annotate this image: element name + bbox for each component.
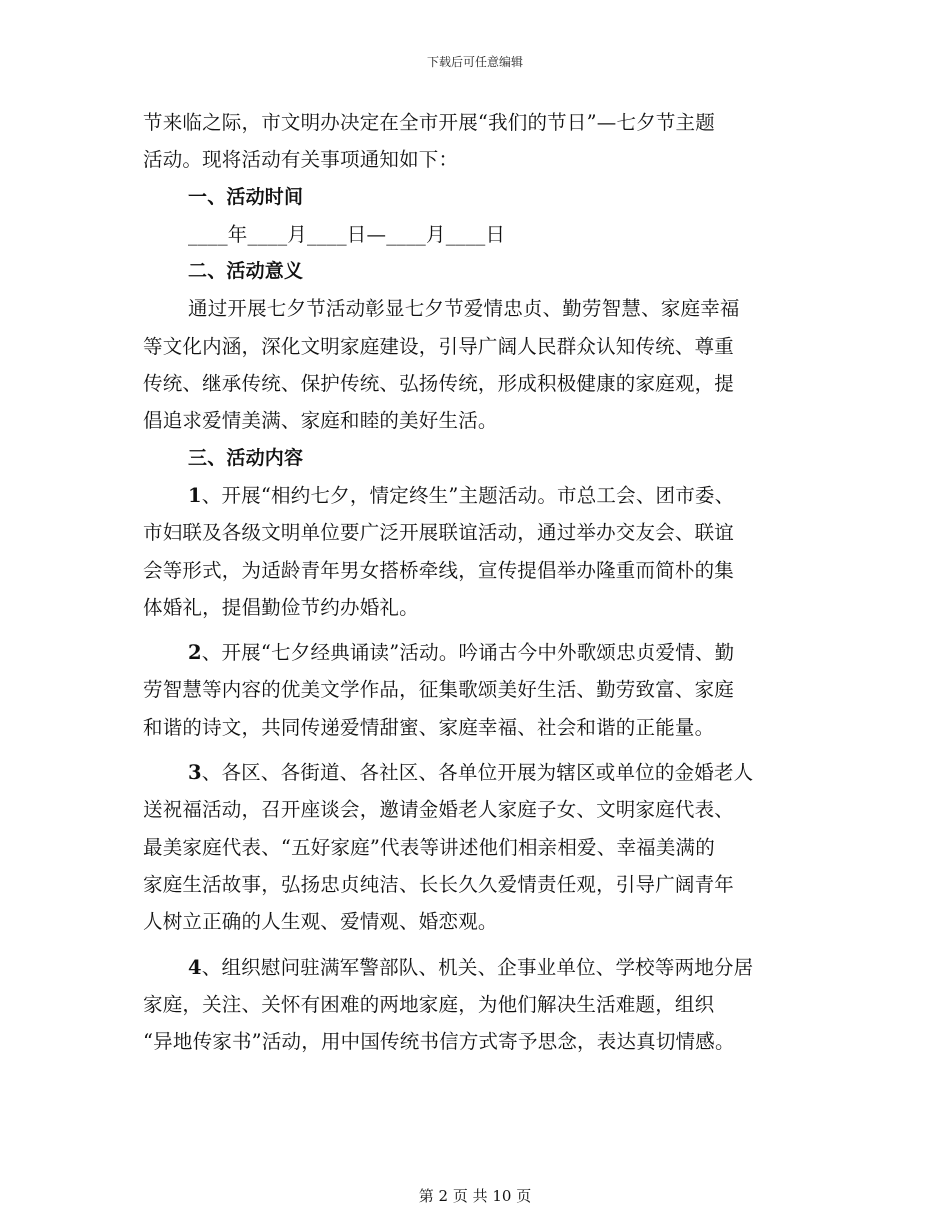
paragraph-line: 家庭，关注、关怀有困难的两地家庭，为他们解决生活难题，组织	[143, 992, 715, 1016]
paragraph-line: 家庭生活故事，弘扬忠贞纯洁、长长久久爱情责任观，引导广阔青年	[143, 872, 735, 896]
item-number: 4	[188, 955, 202, 979]
paragraph-line: 传统、继承传统、保护传统、弘扬传统，形成积极健康的家庭观，提	[143, 372, 735, 396]
paragraph-line: 会等形式，为适龄青年男女搭桥牵线，宣传提倡举办隆重而简朴的集	[143, 558, 735, 582]
section-heading-significance: 二、活动意义	[188, 260, 304, 283]
intro-line: 活动。现将活动有关事项通知如下：	[143, 148, 459, 172]
paragraph-line: 体婚礼，提倡勤俭节约办婚礼。	[143, 595, 419, 619]
item-text: 、开展“七夕经典诵读”活动。吟诵古今中外歌颂忠贞爱情、勤	[201, 641, 735, 665]
paragraph-line: 市妇联及各级文明单位要广泛开展联谊活动，通过举办交友会、联谊	[143, 521, 735, 545]
item-number: 1	[188, 483, 202, 507]
paragraph-line: 最美家庭代表、“五好家庭”代表等讲述他们相亲相爱、幸福美满的	[143, 835, 715, 859]
paragraph-line: 劳智慧等内容的优美文学作品，征集歌颂美好生活、勤劳致富、家庭	[143, 678, 735, 702]
item-first-line	[143, 754, 809, 791]
activity-date-line: ____年____月____日—____月____日	[188, 222, 506, 246]
item-text: 、开展“相约七夕，情定终生”主题活动。市总工会、团市委、	[201, 483, 735, 507]
section-heading-content: 三、活动内容	[188, 446, 304, 469]
item-first-line	[143, 634, 809, 671]
content-item-1	[143, 477, 809, 626]
item-number: 2	[188, 641, 202, 665]
content-item-4	[143, 949, 809, 1061]
item-text: 、组织慰问驻满军警部队、机关、企事业单位、学校等两地分居	[201, 955, 754, 979]
section-heading-time: 一、活动时间	[188, 185, 304, 208]
content-item-2	[143, 634, 809, 746]
paragraph-line: 送祝福活动，召开座谈会，邀请金婚老人家庭子女、文明家庭代表、	[143, 798, 735, 822]
paragraph-line: 倡追求爱情美满、家庭和睦的美好生活。	[143, 409, 498, 433]
page-number: 第 2 页 共 10 页	[418, 1187, 532, 1205]
paragraph-line: 人树立正确的人生观、爱情观、婚恋观。	[143, 910, 498, 934]
item-text: 、各区、各街道、各社区、各单位开展为辖区或单位的金婚老人	[201, 761, 754, 785]
item-number: 3	[188, 761, 202, 785]
paragraph-line: “异地传家书”活动，用中国传统书信方式寄予思念，表达真切情感。	[143, 1030, 735, 1054]
paragraph-line: 和谐的诗文，共同传递爱情甜蜜、家庭幸福、社会和谐的正能量。	[143, 715, 715, 739]
item-first-line	[143, 949, 809, 986]
paragraph-line: 通过开展七夕节活动彰显七夕节爱情忠贞、勤劳智慧、家庭幸福	[188, 297, 740, 321]
document-body	[143, 104, 809, 1060]
intro-line: 节来临之际，市文明办决定在全市开展“我们的节日”—七夕节主题	[143, 111, 715, 134]
content-item-3	[143, 754, 809, 940]
item-first-line	[143, 477, 809, 514]
page-header-note: 下载后可任意编辑	[426, 55, 523, 69]
paragraph-line: 等文化内涵，深化文明家庭建设，引导广阔人民群众认知传统、尊重	[143, 334, 735, 358]
